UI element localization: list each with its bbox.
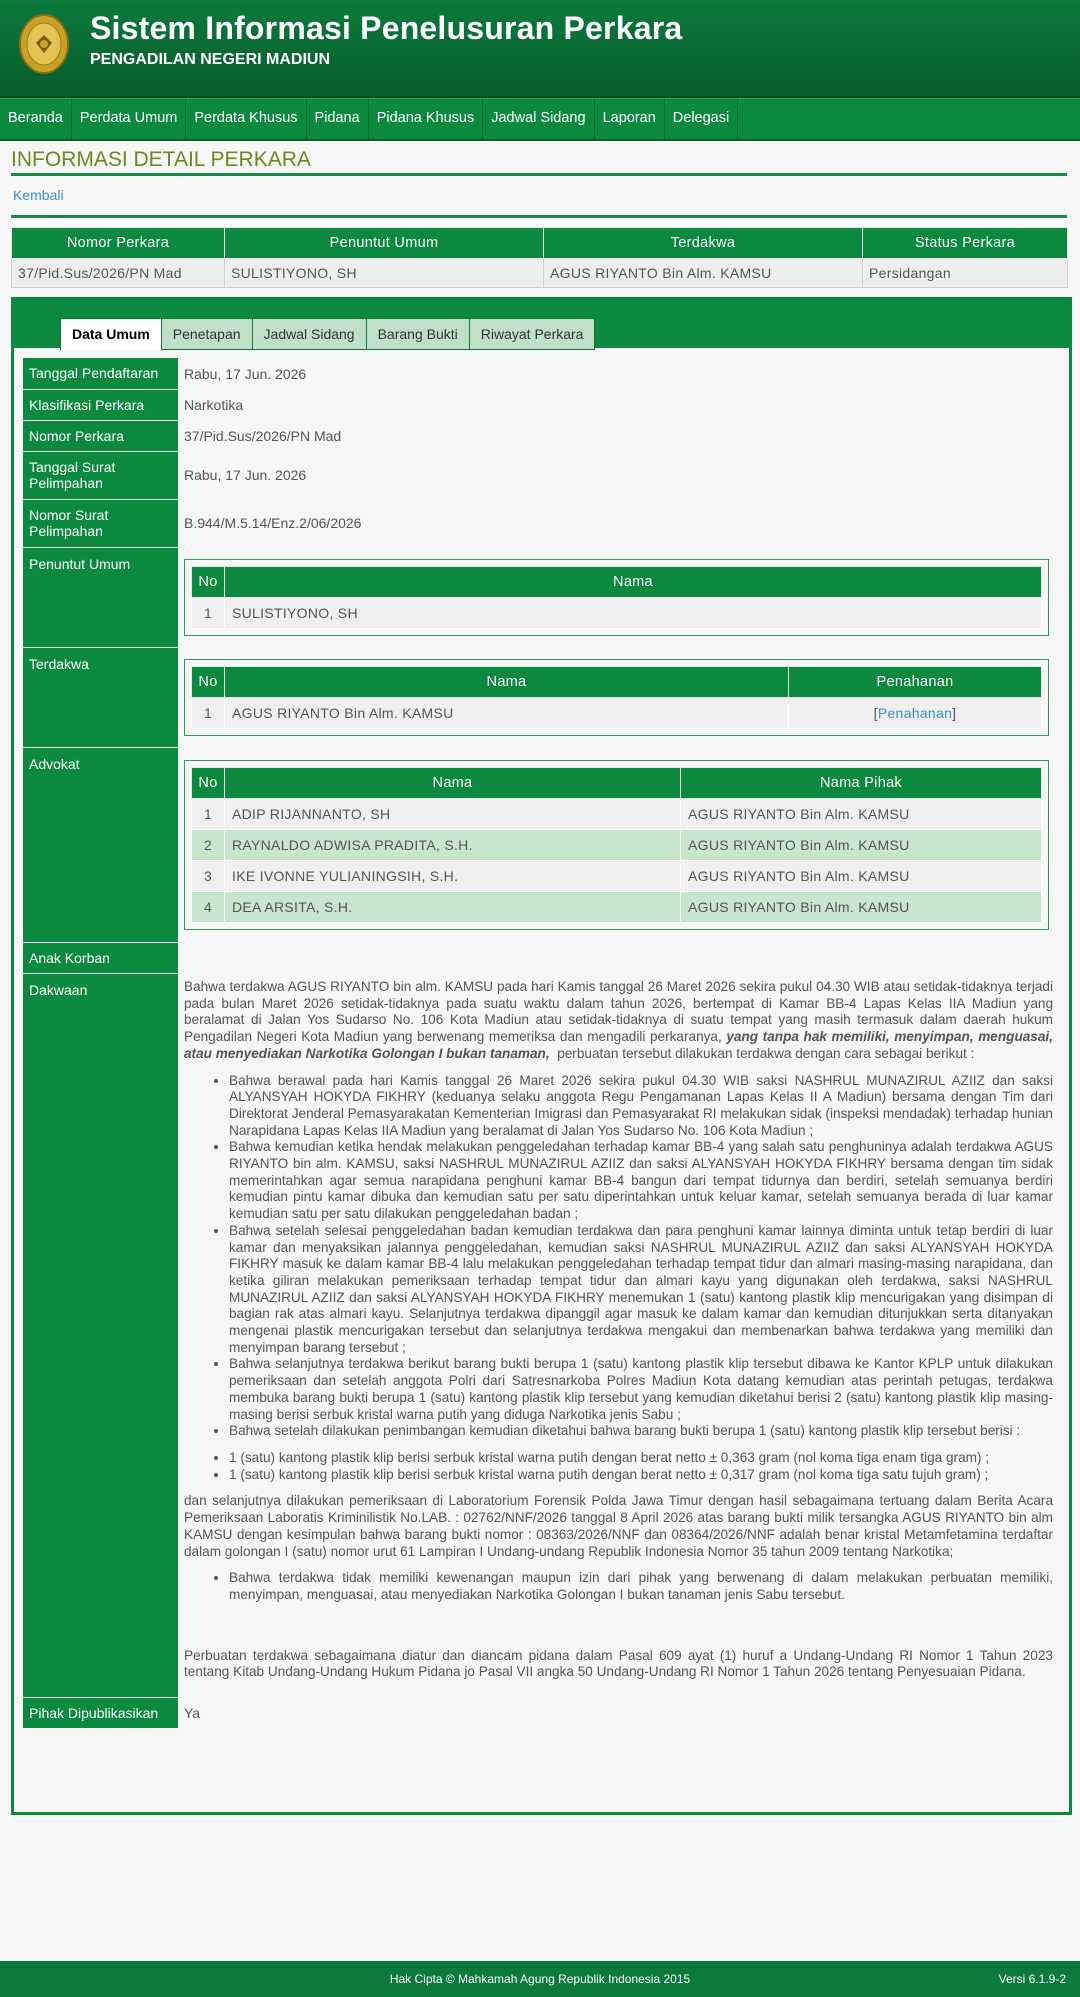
table-cell: 1	[192, 597, 225, 628]
nav-beranda[interactable]: Beranda	[0, 99, 72, 139]
list-item: • Bahwa terdakwa tidak memiliki kewenangan maupun izin dari pihak yang berwenang di dalam melakukan perbuatan memiliki, menyimpan, menguasai, atau menyediakan Narkotika Golongan I bukan tanaman jenis Sabu tersebut.	[229, 1570, 1053, 1603]
value-klasifikasi: Narkotika	[184, 396, 244, 413]
evidence-list	[184, 1450, 1053, 1483]
dakwaan-intro	[184, 979, 1053, 1063]
penuntut-box	[184, 559, 1049, 636]
value-nomor-surat: B.944/M.5.14/Enz.2/06/2026	[184, 515, 362, 531]
nav-pidana[interactable]: Pidana	[307, 99, 369, 139]
col-header: Nama	[225, 767, 681, 798]
tab-data-umum[interactable]: Data Umum	[60, 318, 162, 351]
table-cell: 4	[192, 891, 225, 922]
table-cell: AGUS RIYANTO Bin Alm. KAMSU	[681, 860, 1042, 891]
table-cell: AGUS RIYANTO Bin Alm. KAMSU	[225, 697, 789, 728]
label-terdakwa: Terdakwa	[23, 647, 178, 747]
value-terdakwa	[178, 647, 1059, 747]
dakwaan-list-2	[184, 1570, 1053, 1603]
page-title: INFORMASI DETAIL PERKARA	[11, 148, 311, 171]
detail-table	[23, 358, 1059, 1729]
court-name: PENGADILAN NEGERI MADIUN	[90, 51, 331, 68]
value-penuntut	[178, 547, 1059, 647]
dakwaan-text	[178, 973, 1059, 1697]
penahanan-link[interactable]: Penahanan	[877, 704, 953, 721]
table-cell: ADIP RIJANNANTO, SH	[225, 798, 681, 829]
summary-cell: AGUS RIYANTO Bin Alm. KAMSU	[544, 259, 863, 288]
nav-delegasi[interactable]: Delegasi	[665, 99, 738, 139]
detail-tabs	[60, 318, 594, 351]
title-divider	[11, 173, 1067, 176]
summary-cell: SULISTIYONO, SH	[225, 259, 544, 288]
col-header: No	[192, 666, 225, 697]
table-cell: AGUS RIYANTO Bin Alm. KAMSU	[681, 798, 1042, 829]
label-nomor-perkara: Nomor Perkara	[23, 420, 178, 451]
main-nav	[0, 98, 1080, 141]
label-tanggal-surat: Tanggal Surat Pelimpahan	[23, 451, 178, 499]
summary-header: Status Perkara	[863, 228, 1068, 259]
col-header: Nama	[225, 566, 1042, 597]
table-cell: RAYNALDO ADWISA PRADITA, S.H.	[225, 829, 681, 860]
col-header: Nama Pihak	[681, 767, 1042, 798]
app-title: Sistem Informasi Penelusuran Perkara	[90, 10, 683, 46]
label-publikasi: Pihak Dipublikasikan	[23, 1697, 178, 1728]
table-cell: 3	[192, 860, 225, 891]
list-item: • Bahwa setelah dilakukan penimbangan kemudian diketahui bahwa barang bukti berupa 1 (satu) kantong plastik klip tersebut berisi :	[229, 1423, 1053, 1440]
terdakwa-box	[184, 659, 1049, 736]
label-klasifikasi: Klasifikasi Perkara	[23, 389, 178, 420]
list-item: • Bahwa berawal pada hari Kamis tanggal 26 Maret 2026 sekira pukul 04.30 WIB saksi NASHRUL MUNAZIRUL AZIIZ dan saksi ALYANSYAH HOKYDA FIKHRY (keduanya selaku anggota Regu Pengamanan Lapas Kelas II A Madiun) bersama dengan Tim dari Direktorat Jenderal Pemasyarakatan Kementerian Imigrasi dan Pemasyarakat RI melakukan sidak (inspeksi mendadak) terhadap hunian Narapidana Lapas Kelas IIA Madiun yang beralamat di Jalan Yos Sudarso No. 106 Kota Madiun ;	[229, 1073, 1053, 1140]
col-header: Nama	[225, 666, 789, 697]
list-item: • Bahwa setelah selesai penggeledahan badan kemudian terdakwa dan para penghuni kamar lainnya diminta untuk tetap berdiri di luar kamar dan menyaksikan jalannya penggeledahan, kemudian saksi NASHRUL MUNAZIRUL AZIIZ dan saksi ALYANSYAH HOKYDA FIKHRY masuk ke dalam kamar BB-4 lalu melakukan penggeledahan terhadap tempat tidur dan almari masing-masing narapidana, dan ketika giliran melakukan pemeriksaan terhadap tempat tidur dan almari kayu yang digunakan oleh terdakwa, saksi NASHRUL MUNAZIRUL AZIIZ dan saksi ALYANSYAH HOKYDA FIKHRY menemukan 1 (satu) kantong plastik klip mencurigakan yang disimpan di bagian rak atas almari kayu. Selanjutnya terdakwa dipanggil agar masuk ke dalam kamar dan kemudian ditunjukkan serta ditanyakan mengenai plastik mencurigakan tersebut dan selanjutnya terdakwa mengakui dan membenarkan bahwa terdakwa yang memiliki dan menyimpan barang tersebut ;	[229, 1223, 1053, 1357]
value-anak-korban	[178, 942, 1059, 973]
table-cell: 1	[192, 697, 225, 728]
summary-cell: 37/Pid.Sus/2026/PN Mad	[12, 259, 225, 288]
list-item: • 1 (satu) kantong plastik klip berisi serbuk kristal warna putih dengan berat netto ± 0,363 gram (nol koma tiga enam tiga gram) ;	[229, 1450, 1053, 1467]
nav-laporan[interactable]: Laporan	[595, 99, 665, 139]
value-tanggal-pendaftaran: Rabu, 17 Jun. 2026	[184, 365, 307, 382]
table-cell: IKE IVONNE YULIANINGSIH, S.H.	[225, 860, 681, 891]
nav-jadwal-sidang[interactable]: Jadwal Sidang	[483, 99, 594, 139]
dakwaan-closing: Perbuatan terdakwa sebagaimana diatur dan diancam pidana dalam Pasal 609 ayat (1) huruf a Undang-Undang RI Nomor 1 Tahun 2023 tentang Kitab Undang-Undang Hukum Pidana jo Pasal VII angka 50 Undang-Undang RI Nomor 1 Tahun 2026 tentang Penyesuaian Pidana.	[184, 1647, 1053, 1680]
table-row	[192, 860, 1042, 891]
advokat-box	[184, 760, 1049, 930]
table-cell: 1	[192, 798, 225, 829]
intro-text: Bahwa terdakwa AGUS RIYANTO bin alm. KAMSU pada hari Kamis tanggal 26 Maret 2026 sekira pukul 04.30 WIB atau setidak-tidaknya terjadi pada bulan Maret 2026 setidak-tidaknya pada suatu waktu dalam tahun 2026, bertempat di Kamar BB-4 Lapas Kelas IIA Madiun yang beralamat di Jalan Yos Sudarso No. 106 Kota Madiun atau setidak-tidaknya di suatu tempat yang masih termasuk dalam daerah hukum Pengadilan Negeri Kota Madiun yang berwenang memeriksa dan mengadili perkaranya,	[184, 979, 1053, 1045]
tab-riwayat-perkara[interactable]: Riwayat Perkara	[469, 318, 596, 350]
label-anak-korban: Anak Korban	[23, 942, 178, 973]
value-nomor-perkara: 37/Pid.Sus/2026/PN Mad	[184, 427, 342, 444]
table-cell: DEA ARSITA, S.H.	[225, 891, 681, 922]
list-item: • Bahwa kemudian ketika hendak melakukan penggeledahan terhadap kamar BB-4 yang salah satu penghuninya adalah terdakwa AGUS RIYANTO bin alm. KAMSU, saksi NASHRUL MUNAZIRUL AZIIZ dan saksi ALYANSYAH HOKYDA FIKHRY bersama dengan tim sidak memerintahkan agar semua narapidana penghuni kamar BB-4 bangun dari tempat tidurnya dan berdiri, setelah semuanya berdiri kemudian pintu kamar dibuka dan kemudian satu per satu diperintahkan untuk keluar kamar, setelah semuanya berada di luar kamar kemudian satu per satu dilakukan penggeledahan badan ;	[229, 1139, 1053, 1223]
col-header: Penahanan	[789, 666, 1042, 697]
label-penuntut: Penuntut Umum	[23, 547, 178, 647]
label-dakwaan: Dakwaan	[23, 973, 178, 1697]
terdakwa-table	[191, 666, 1042, 729]
label-advokat: Advokat	[23, 747, 178, 942]
table-cell: SULISTIYONO, SH	[225, 597, 1042, 628]
col-header: No	[192, 566, 225, 597]
section-divider	[11, 215, 1067, 218]
court-emblem-icon	[18, 13, 70, 75]
label-tanggal-pendaftaran: Tanggal Pendaftaran	[23, 358, 178, 389]
intro-end: perbuatan tersebut dilakukan terdakwa dengan cara sebagai berikut :	[557, 1045, 975, 1061]
bracket-open: [	[873, 704, 878, 721]
intro-emphasis: yang tanpa hak memiliki, menyimpan, menguasai, atau menyediakan Narkotika Golongan I bukan tanaman,	[184, 1029, 1053, 1061]
table-cell: AGUS RIYANTO Bin Alm. KAMSU	[681, 829, 1042, 860]
value-advokat	[178, 747, 1059, 942]
back-link[interactable]: Kembali	[13, 187, 64, 203]
summary-header: Nomor Perkara	[12, 228, 225, 259]
nav-perdata-khusus[interactable]: Perdata Khusus	[186, 99, 306, 139]
summary-header: Penuntut Umum	[225, 228, 544, 259]
penuntut-table	[191, 566, 1042, 629]
label-nomor-surat: Nomor Surat Pelimpahan	[23, 499, 178, 547]
list-item: • 1 (satu) kantong plastik klip berisi serbuk kristal warna putih dengan berat netto ± 0,317 gram (nol koma tiga satu tujuh gram) ;	[229, 1467, 1053, 1484]
tab-penetapan[interactable]: Penetapan	[161, 318, 253, 350]
version-text: Versi 6.1.9-2	[998, 1972, 1066, 1986]
summary-cell: Persidangan	[863, 259, 1068, 288]
site-header	[0, 0, 1080, 98]
advokat-table	[191, 767, 1042, 923]
detail-panel	[11, 297, 1072, 1815]
footer	[0, 1961, 1080, 1997]
table-row	[192, 798, 1042, 829]
dakwaan-list	[184, 1073, 1053, 1440]
col-header: No	[192, 767, 225, 798]
list-item: • Bahwa selanjutnya terdakwa berikut barang bukti berupa 1 (satu) kantong plastik klip tersebut dibawa ke Kantor KPLP untuk dilakukan pemeriksaan dan setelah anggota Polri dari Satresnarkoba Polres Madiun Kota datang kemudian atas perintah petugas, terdakwa membuka barang bukti berupa 1 (satu) kantong plastik klip tersebut yang kemudian diketahui berisi 2 (satu) kantong plastik klip masing-masing berisi serbuk kristal warna putih yang diduga Narkotika jenis Sabu ;	[229, 1356, 1053, 1423]
tab-jadwal-sidang[interactable]: Jadwal Sidang	[252, 318, 367, 350]
copyright-text: Hak Cipta © Mahkamah Agung Republik Indonesia 2015	[389, 1972, 691, 1986]
value-tanggal-surat: Rabu, 17 Jun. 2026	[184, 467, 307, 483]
summary-header: Terdakwa	[544, 228, 863, 259]
table-cell: AGUS RIYANTO Bin Alm. KAMSU	[681, 891, 1042, 922]
bracket-close: ]	[952, 704, 957, 721]
tab-barang-bukti[interactable]: Barang Bukti	[366, 318, 470, 350]
nav-perdata-umum[interactable]: Perdata Umum	[72, 99, 187, 139]
table-cell: 2	[192, 829, 225, 860]
case-summary-table	[11, 227, 1068, 288]
penahanan-cell	[789, 697, 1042, 728]
dakwaan-paragraph: dan selanjutnya dilakukan pemeriksaan di Laboratorium Forensik Polda Jawa Timur dengan hasil sebagaimana tertuang dalam Berita Acara Pemeriksaan Laboratis Kriminilistik No.LAB. : 02762/NNF/2026 tanggal 8 April 2026 atas barang bukti milik tersangka AGUS RIYANTO bin alm KAMSU dengan kesimpulan bahwa barang bukti nomor : 08363/2026/NNF dan 08364/2026/NNF adalah benar kristal Metamfetamina terdaftar dalam golongan I (satu) nomor urut 61 Lampiran I Undang-undang Republik Indonesia Nomor 35 tahun 2009 tentang Narkotika;	[184, 1493, 1053, 1559]
nav-pidana-khusus[interactable]: Pidana Khusus	[369, 99, 484, 139]
table-row	[192, 891, 1042, 922]
value-publikasi: Ya	[184, 1704, 201, 1721]
table-row	[192, 829, 1042, 860]
